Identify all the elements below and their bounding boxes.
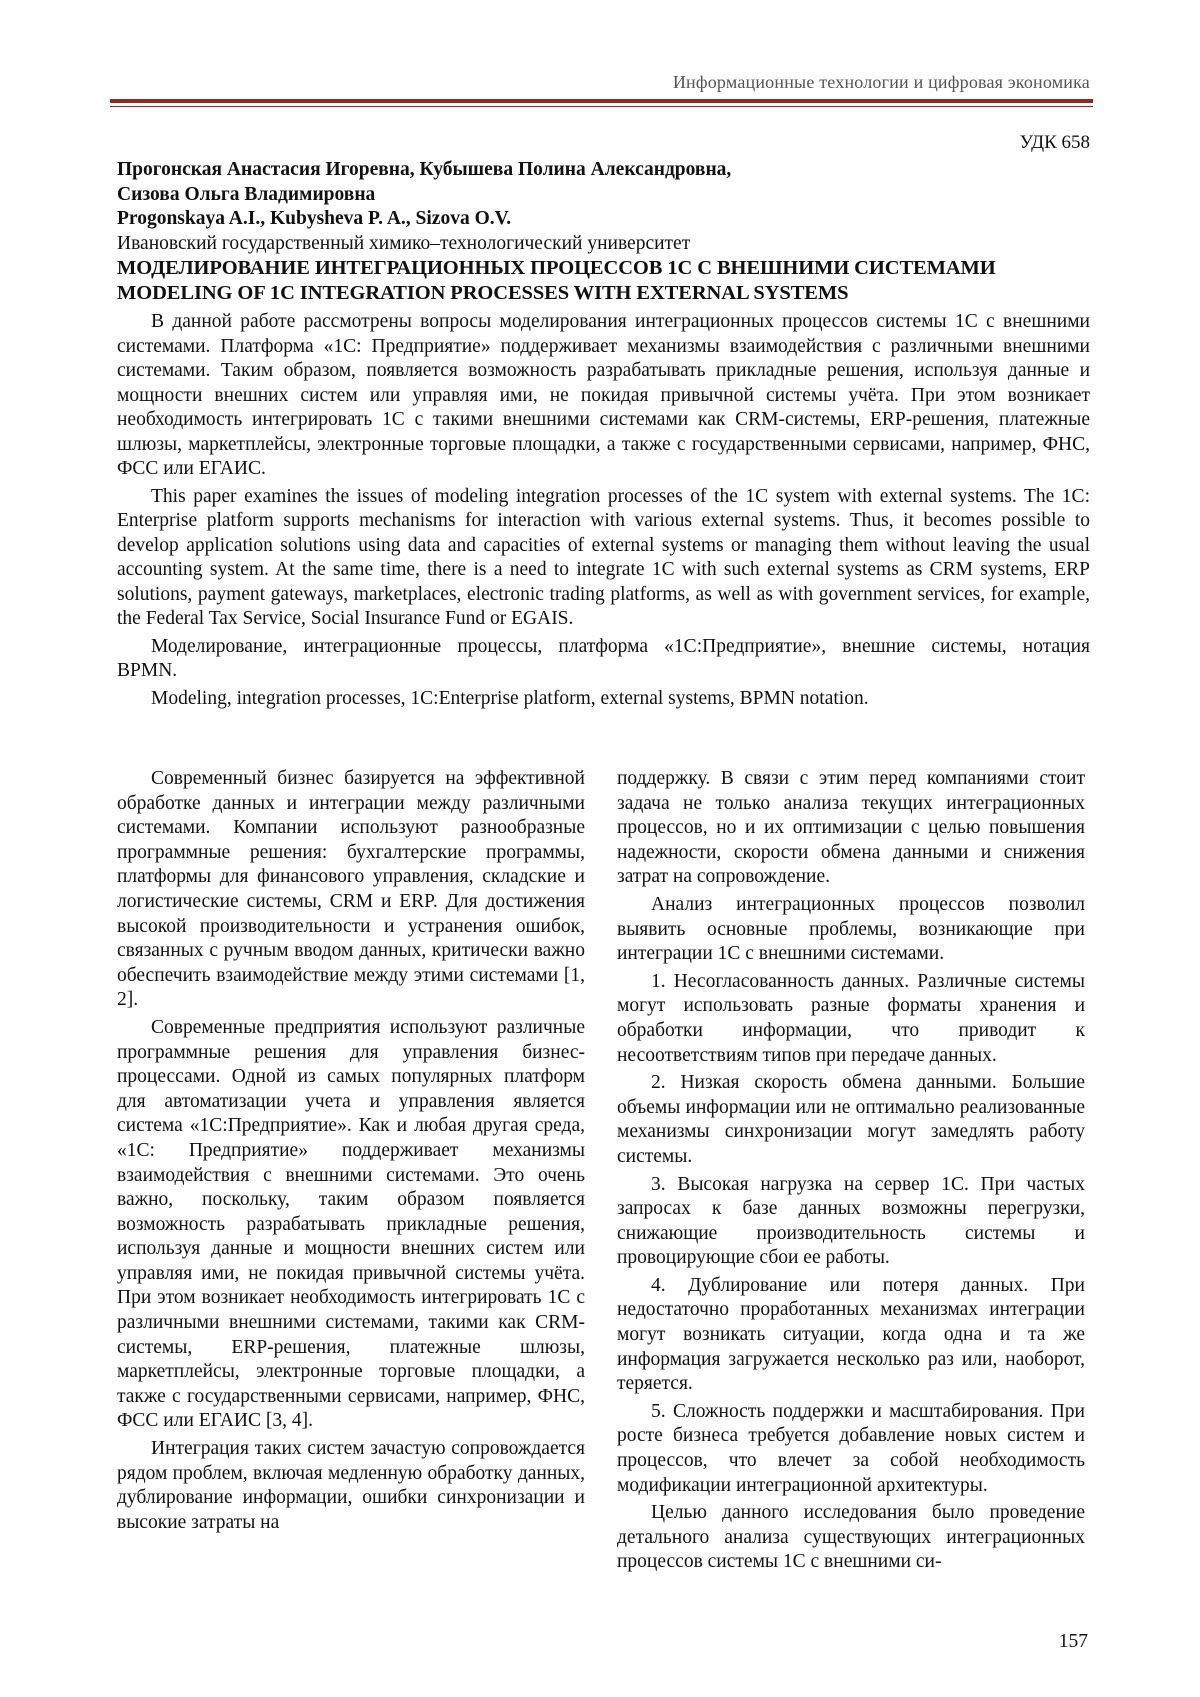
header-rule-thin bbox=[110, 106, 1093, 107]
affiliation: Ивановский государственный химико–технологический университет bbox=[117, 232, 691, 254]
page-number: 157 bbox=[1058, 1631, 1088, 1652]
article-header bbox=[117, 158, 1090, 305]
paragraph: Анализ интеграционных процессов позволил выявить основные проблемы, возникающие при интеграции 1С с внешними системами. bbox=[617, 893, 1085, 965]
running-head: Информационные технологии и цифровая экономика bbox=[672, 72, 1090, 92]
list-item: 1. Несогласованность данных. Различные системы могут использовать разные форматы хранения и обработки информации, что приводит к несоответствиям типов при передаче данных. bbox=[617, 970, 1085, 1066]
abstract-block bbox=[117, 310, 1090, 711]
authors-ru-line-1: Прогонская Анастасия Игоревна, Кубышева Полина Александровна, bbox=[117, 159, 732, 180]
abstract-ru: В данной работе рассмотрены вопросы моделирования интеграционных процессов системы 1С с внешними системами. Платформа «1С: Предприятие» поддерживает механизмы взаимодействия с различными внешними системами. Таким образом, появляется возможность разрабатывать прикладные решения, используя данные и мощности внешних систем или управляя ими, не покидая привычной системы учёта. При этом возникает необходимость интегрировать 1С с такими внешними системами как CRM-системы, ERP-решения, платежные шлюзы, маркетплейсы, электронные торговые площадки, а также с государственными сервисами, например, ФНС, ФСС или ЕГАИС. bbox=[117, 311, 1090, 479]
list-item: 4. Дублирование или потеря данных. При недостаточно проработанных механизмах интеграции могут возникать ситуации, когда одна и та же информация загружается несколько раз или, наоборот, теряется. bbox=[617, 1274, 1085, 1395]
list-item: 5. Сложность поддержки и масштабирования. При росте бизнеса требуется добавление новых систем и процессов, что влечет за собой необходимость модификации интеграционной архитектуры. bbox=[617, 1400, 1085, 1496]
keywords-en: Modeling, integration processes, 1C:Enterprise platform, external systems, BPMN notation. bbox=[151, 687, 869, 709]
list-item: 3. Высокая нагрузка на сервер 1С. При частых запросах к базе данных возможны перегрузки, снижающие производительность системы и провоцирующие сбои ее работы. bbox=[617, 1173, 1085, 1269]
keywords-ru: Моделирование, интеграционные процессы, платформа «1С:Предприятие», внешние системы, нотация BPMN. bbox=[117, 635, 1090, 681]
title-en: MODELING OF 1C INTEGRATION PROCESSES WITH EXTERNAL SYSTEMS bbox=[117, 281, 849, 304]
paragraph: Целью данного исследования было проведение детального анализа существующих интеграционных процессов системы 1С с внешними си- bbox=[617, 1502, 1085, 1573]
paragraph: поддержку. В связи с этим перед компаниями стоит задача не только анализа текущих интеграционных процессов, но и их оптимизации с целью повышения надежности, скорости обмена данными и снижения затрат на сопровождение. bbox=[617, 768, 1085, 888]
header-rule-thick bbox=[110, 99, 1093, 103]
list-item: 2. Низкая скорость обмена данными. Большие объемы информации или не оптимально реализованные механизмы синхронизации могут замедлять работу системы. bbox=[617, 1072, 1085, 1167]
abstract-en: This paper examines the issues of modeling integration processes of the 1C system with external systems. The 1C: Enterprise platform supports mechanisms for interaction with various external systems. Thus, it becomes possible to develop application solutions using data and capacities of external systems or managing them without leaving the usual accounting system. At the same time, there is a need to integrate 1C with such external systems as CRM systems, ERP solutions, payment gateways, marketplaces, electronic trading platforms, as well as with government services, for example, the Federal Tax Service, Social Insurance Fund or EGAIS. bbox=[117, 485, 1090, 629]
paragraph: Современный бизнес базируется на эффективной обработке данных и интеграции между различными системами. Компании используют разнообразные программные решения: бухгалтерские программы, платформы для финансового управления, складские и логистические системы, CRM и ERP. Для достижения высокой производительности и устранения ошибок, связанных с ручным вводом данных, критически важно обеспечить взаимодействие между этими системами [1, 2]. bbox=[117, 768, 585, 1011]
paragraph: Современные предприятия используют различные программные решения для управления бизнес-процессами. Одной из самых популярных платформ для автоматизации учета и управления является система «1С:Предприятие». Как и любая другая среда, «1С: Предприятие» поддерживает механизмы взаимодействия с внешними системами. Это очень важно, поскольку, таким образом появляется возможность разрабатывать прикладные решения, используя данные и мощности внешних систем или управляя ими, не покидая привычной системы учёта. При этом возникает необходимость интегрировать 1С с различными внешними системами, такими как CRM-системы, ERP-решения, платежные шлюзы, маркетплейсы, электронные торговые площадки, а также с государственными сервисами, например, ФНС, ФСС или ЕГАИС [3, 4]. bbox=[117, 1016, 585, 1432]
body-column-left bbox=[117, 767, 585, 1538]
body-column-right bbox=[617, 767, 1085, 1578]
udk-code: УДК 658 bbox=[1019, 132, 1090, 153]
paragraph: Интеграция таких систем зачастую сопровождается рядом проблем, включая медленную обработку данных, дублирование информации, ошибки синхронизации и высокие затраты на bbox=[117, 1438, 585, 1533]
title-ru: МОДЕЛИРОВАНИЕ ИНТЕГРАЦИОННЫХ ПРОЦЕССОВ 1С С ВНЕШНИМИ СИСТЕМАМИ bbox=[117, 257, 996, 279]
authors-ru-line-2: Сизова Ольга Владимировна bbox=[117, 183, 376, 205]
authors-en: Progonskaya A.I., Kubysheva P. A., Sizova O.V. bbox=[117, 208, 512, 229]
